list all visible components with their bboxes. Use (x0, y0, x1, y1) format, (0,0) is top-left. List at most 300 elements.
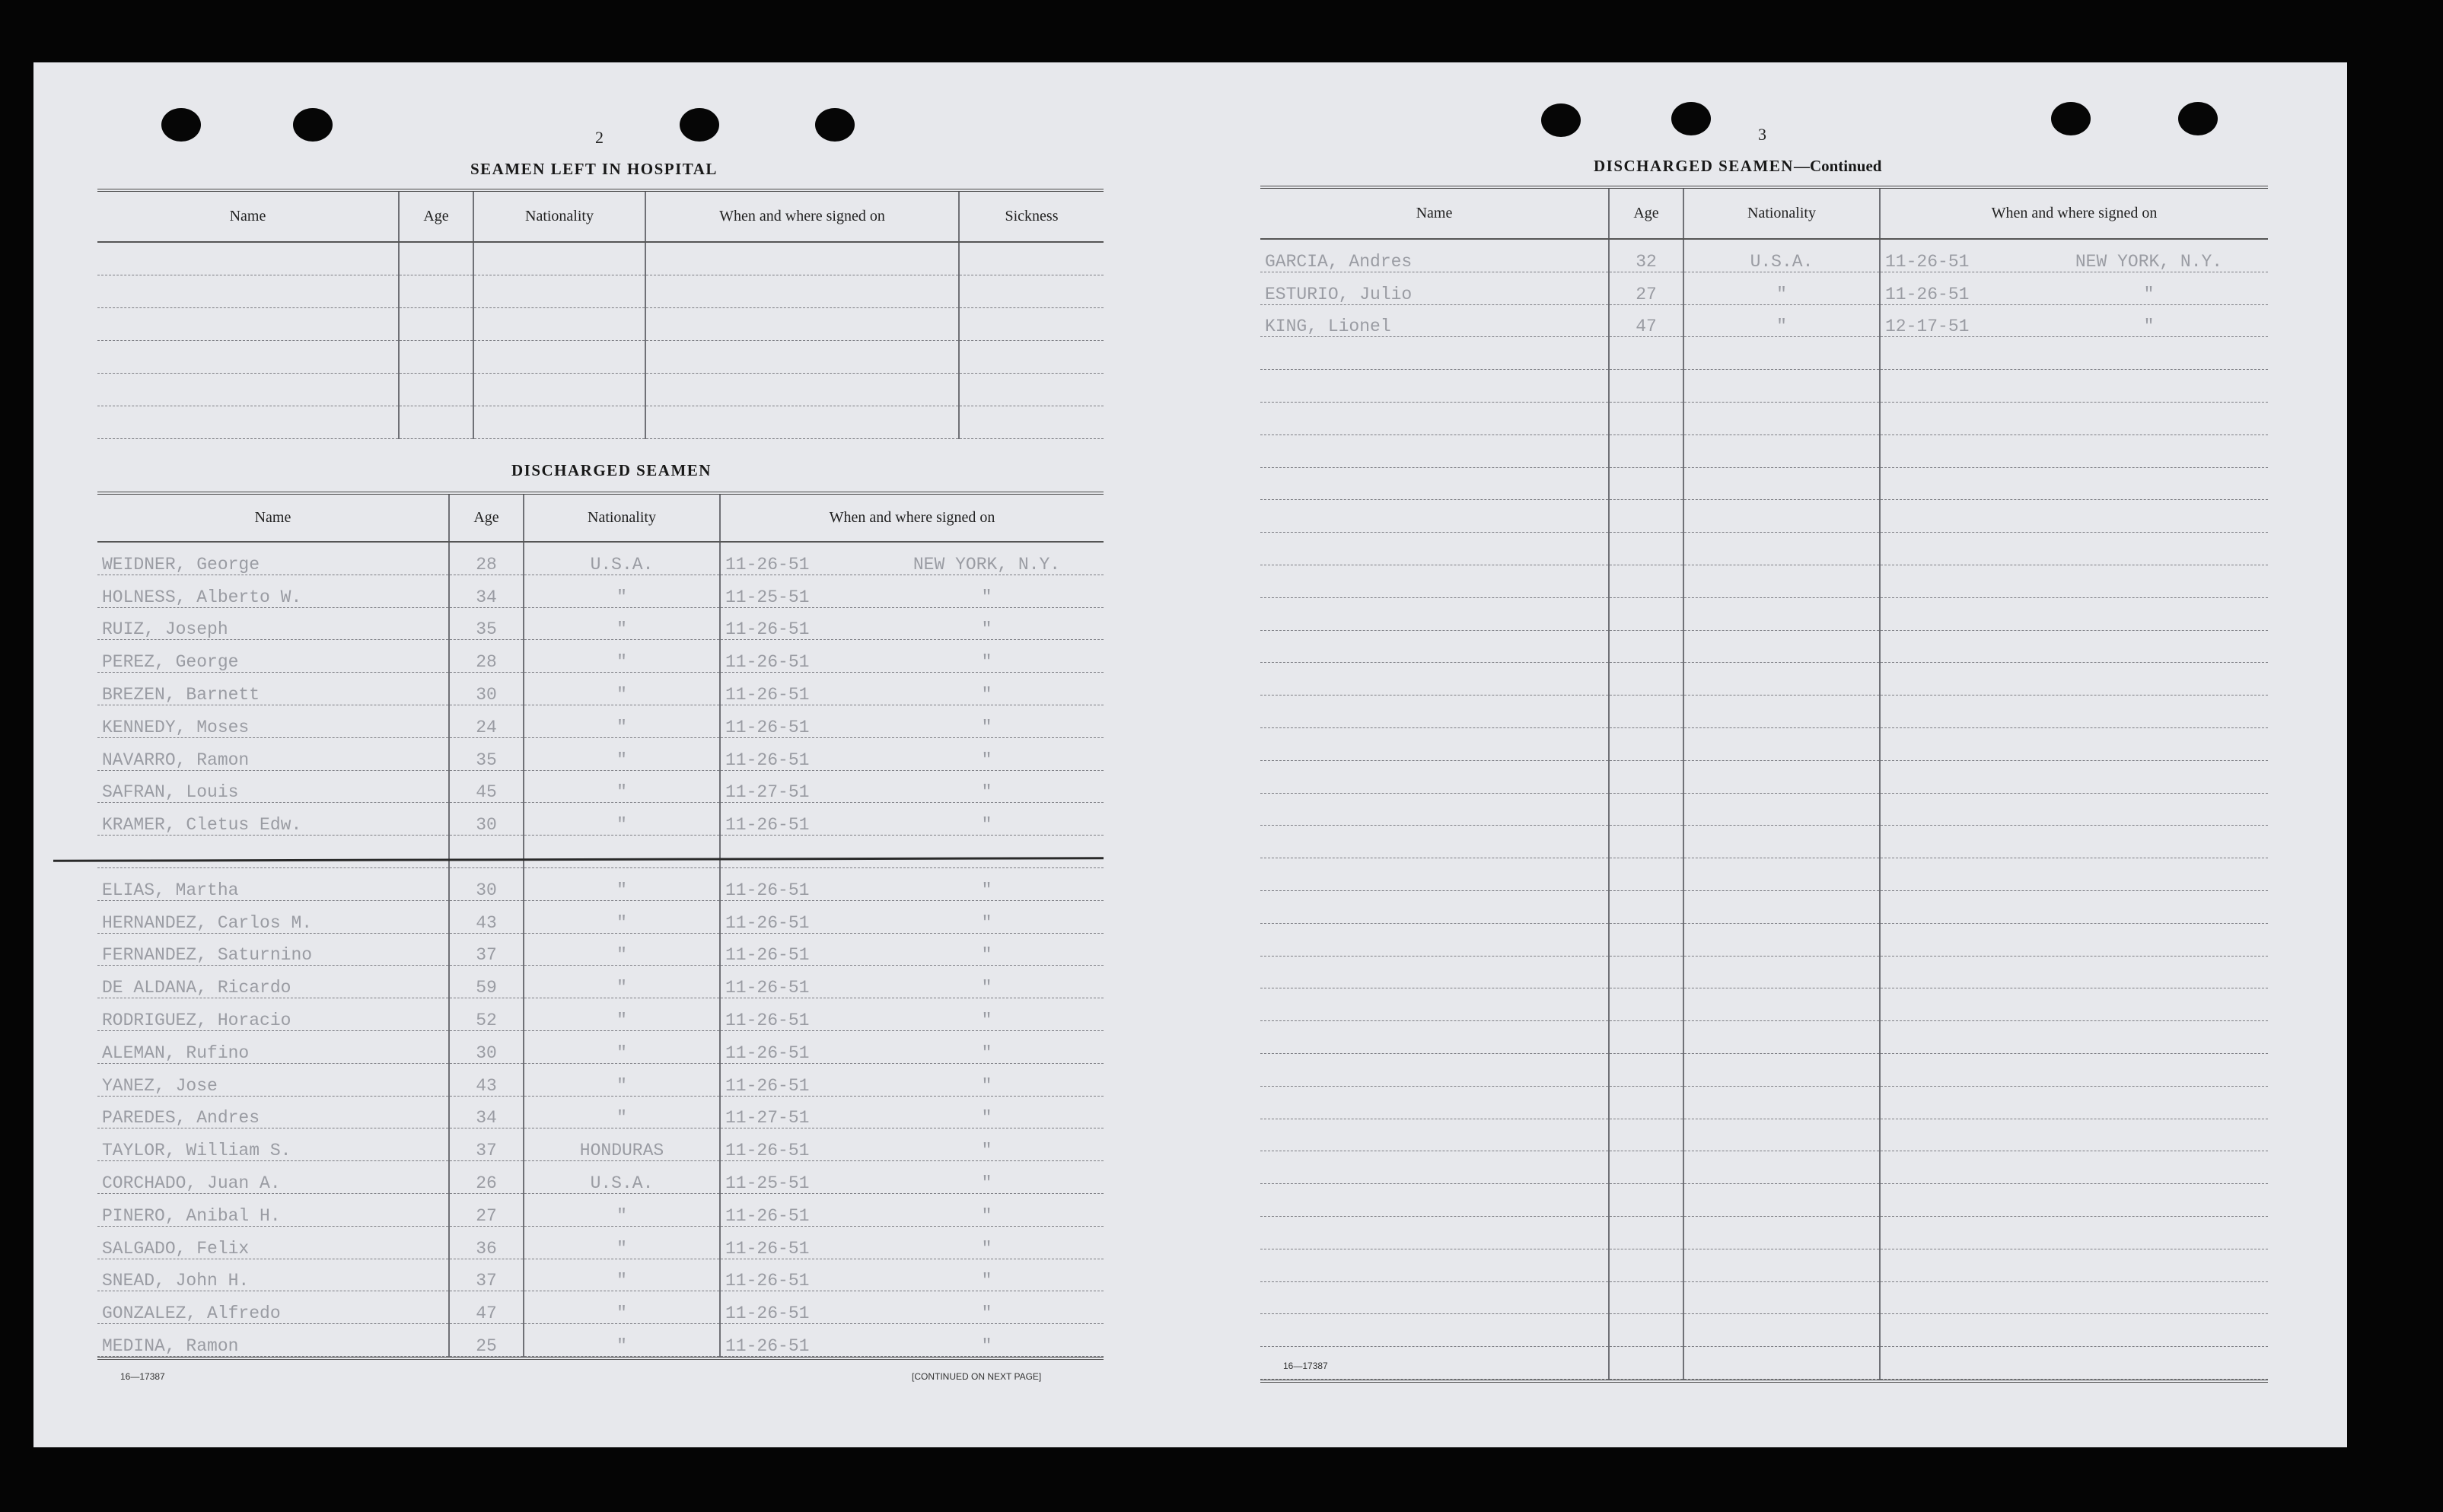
table-row (1260, 370, 2268, 403)
seaman-age: 24 (449, 705, 524, 737)
empty-cell (959, 242, 1104, 275)
empty-cell (1260, 435, 1609, 467)
signed-on-place: " (2143, 284, 2155, 304)
discharged-col-signed-on: When and where signed on (720, 495, 1104, 542)
seaman-nationality: " (524, 1259, 720, 1291)
empty-cell (1260, 500, 1609, 533)
table-row (1260, 1053, 2268, 1086)
table-row (97, 836, 1104, 868)
punch-hole (161, 108, 201, 142)
table-row (97, 1063, 1104, 1096)
table-row (97, 1226, 1104, 1259)
continued-col-signed-on: When and where signed on (1880, 189, 2268, 239)
signed-on-date: 11-26-51 (725, 1075, 810, 1096)
empty-cell (399, 308, 473, 341)
signed-on-date: 11-26-51 (725, 1010, 810, 1030)
table-row (1260, 1249, 2268, 1281)
empty-cell (1683, 500, 1880, 533)
seaman-age: 47 (1609, 304, 1683, 337)
seaman-signed-on (720, 1259, 1104, 1291)
seaman-age: 37 (449, 933, 524, 966)
signed-on-place: " (981, 978, 992, 998)
table-row (97, 770, 1104, 803)
seaman-signed-on (720, 1193, 1104, 1226)
seaman-nationality: " (524, 803, 720, 836)
seaman-name: PAREDES, Andres (97, 1096, 449, 1128)
empty-cell (1609, 727, 1683, 760)
empty-cell (1683, 630, 1880, 663)
signed-on-place: " (981, 1238, 992, 1259)
signed-on-place: " (981, 619, 992, 640)
empty-cell (1609, 435, 1683, 467)
empty-cell (1880, 533, 2268, 565)
hospital-col-sickness: Sickness (959, 192, 1104, 242)
seaman-nationality: " (524, 640, 720, 673)
empty-cell (1683, 663, 1880, 696)
empty-cell (1609, 1216, 1683, 1249)
discharged-col-age: Age (449, 495, 524, 542)
empty-cell (1609, 826, 1683, 858)
empty-cell (1609, 956, 1683, 988)
table-row (1260, 435, 2268, 467)
seaman-name: NAVARRO, Ramon (97, 737, 449, 770)
empty-cell (1260, 1021, 1609, 1054)
signed-on-date: 11-26-51 (725, 945, 810, 966)
table-row (1260, 1216, 2268, 1249)
signed-on-date: 11-26-51 (725, 1238, 810, 1259)
empty-cell (1683, 1184, 1880, 1217)
table-row (1260, 239, 2268, 272)
table-row (97, 1096, 1104, 1128)
empty-cell (1880, 760, 2268, 793)
empty-cell (1880, 826, 2268, 858)
empty-cell (1609, 1347, 1683, 1380)
empty-cell (645, 406, 959, 439)
seaman-name: ESTURIO, Julio (1260, 272, 1609, 304)
empty-cell (1260, 1119, 1609, 1151)
empty-cell (1609, 337, 1683, 370)
empty-cell (1609, 402, 1683, 435)
empty-cell (1609, 1086, 1683, 1119)
empty-cell (1880, 663, 2268, 696)
empty-cell (1880, 858, 2268, 891)
empty-cell (1609, 1151, 1683, 1184)
empty-cell (1609, 1249, 1683, 1281)
table-row (97, 1128, 1104, 1161)
seaman-age: 37 (449, 1259, 524, 1291)
seaman-nationality: " (524, 1226, 720, 1259)
empty-cell (1880, 370, 2268, 403)
signed-on-date: 11-26-51 (725, 652, 810, 673)
right-form-number: 16—17387 (1283, 1361, 1328, 1371)
empty-cell (1880, 337, 2268, 370)
signed-on-place: " (981, 717, 992, 737)
empty-cell (1609, 663, 1683, 696)
empty-cell (1609, 1119, 1683, 1151)
table-row (97, 737, 1104, 770)
signed-on-place: " (981, 1304, 992, 1324)
discharged-col-name: Name (97, 495, 449, 542)
seaman-nationality: " (524, 1193, 720, 1226)
empty-cell (1609, 533, 1683, 565)
empty-cell (1260, 826, 1609, 858)
signed-on-date: 11-26-51 (725, 978, 810, 998)
empty-cell (1683, 1053, 1880, 1086)
signed-on-place: " (981, 815, 992, 836)
signed-on-date: 11-26-51 (725, 880, 810, 900)
empty-cell (1260, 923, 1609, 956)
table-row (97, 607, 1104, 640)
empty-cell (1260, 988, 1609, 1021)
empty-cell (1683, 337, 1880, 370)
empty-cell (1683, 793, 1880, 826)
seaman-age: 28 (449, 542, 524, 575)
hospital-col-age: Age (399, 192, 473, 242)
seaman-name: PINERO, Anibal H. (97, 1193, 449, 1226)
empty-cell (1880, 923, 2268, 956)
table-row (97, 966, 1104, 998)
seaman-signed-on (720, 737, 1104, 770)
hospital-heading: SEAMEN LEFT IN HOSPITAL (470, 160, 718, 178)
empty-cell (473, 242, 645, 275)
empty-cell (473, 275, 645, 308)
empty-cell (97, 341, 399, 374)
table-row (1260, 1314, 2268, 1347)
table-row (97, 998, 1104, 1031)
empty-cell (399, 341, 473, 374)
empty-cell (1880, 1086, 2268, 1119)
empty-cell (1683, 597, 1880, 630)
seaman-name: SAFRAN, Louis (97, 770, 449, 803)
empty-cell (399, 406, 473, 439)
empty-cell (1260, 467, 1609, 500)
seaman-age: 43 (449, 1063, 524, 1096)
seaman-signed-on (720, 705, 1104, 737)
empty-cell (1260, 760, 1609, 793)
empty-cell (1880, 565, 2268, 597)
seaman-name: KING, Lionel (1260, 304, 1609, 337)
signed-on-date: 11-26-51 (725, 815, 810, 836)
signed-on-place: NEW YORK, N.Y. (913, 554, 1061, 575)
seaman-age: 35 (449, 737, 524, 770)
empty-cell (1683, 858, 1880, 891)
signed-on-place: " (981, 1010, 992, 1030)
table-row (97, 900, 1104, 933)
empty-cell (1609, 1314, 1683, 1347)
empty-cell (1260, 402, 1609, 435)
punch-hole (680, 108, 719, 142)
seaman-age: 30 (449, 867, 524, 900)
seaman-name: WEIDNER, George (97, 542, 449, 575)
empty-cell (1880, 1281, 2268, 1314)
table-row (1260, 467, 2268, 500)
seaman-name: GARCIA, Andres (1260, 239, 1609, 272)
table-row (1260, 1151, 2268, 1184)
seaman-signed-on (720, 640, 1104, 673)
continued-col-nationality: Nationality (1683, 189, 1880, 239)
table-row (97, 1291, 1104, 1324)
table-row (1260, 890, 2268, 923)
table-row (1260, 1021, 2268, 1054)
right-page-number: 3 (1758, 125, 1766, 144)
signed-on-date: 11-26-51 (1885, 251, 1970, 272)
empty-cell (1260, 597, 1609, 630)
punch-hole (1671, 102, 1711, 135)
seaman-age (449, 836, 524, 868)
signed-on-place: " (981, 1075, 992, 1096)
seaman-age: 36 (449, 1226, 524, 1259)
empty-cell (1260, 858, 1609, 891)
empty-cell (1880, 500, 2268, 533)
table-row (1260, 923, 2268, 956)
table-row (97, 867, 1104, 900)
seaman-nationality: HONDURAS (524, 1128, 720, 1161)
table-row (97, 1030, 1104, 1063)
empty-cell (1683, 1216, 1880, 1249)
seaman-name: ELIAS, Martha (97, 867, 449, 900)
discharged-continued-table (1260, 186, 2268, 1383)
signed-on-place: " (981, 945, 992, 966)
heading-suffix: —Continued (1793, 157, 1882, 175)
empty-cell (1880, 435, 2268, 467)
empty-cell (1609, 890, 1683, 923)
signed-on-place: " (981, 587, 992, 607)
seaman-signed-on (1880, 239, 2268, 272)
signed-on-date: 11-26-51 (725, 717, 810, 737)
signed-on-date: 11-26-51 (725, 750, 810, 770)
discharged-continued-heading (1594, 157, 1881, 176)
signed-on-place: " (981, 1173, 992, 1193)
seaman-name: KENNEDY, Moses (97, 705, 449, 737)
empty-cell (1260, 533, 1609, 565)
signed-on-place: " (981, 1042, 992, 1063)
seaman-signed-on (1880, 272, 2268, 304)
empty-cell (1880, 1216, 2268, 1249)
empty-cell (1260, 1281, 1609, 1314)
seaman-name: HOLNESS, Alberto W. (97, 575, 449, 607)
empty-cell (1880, 1053, 2268, 1086)
empty-cell (1609, 1053, 1683, 1086)
seaman-nationality: " (524, 933, 720, 966)
signed-on-date: 11-26-51 (725, 554, 810, 575)
empty-cell (1880, 1021, 2268, 1054)
table-row (1260, 1281, 2268, 1314)
seaman-nationality: U.S.A. (524, 1161, 720, 1194)
empty-cell (97, 242, 399, 275)
table-row (97, 1324, 1104, 1357)
empty-cell (1683, 402, 1880, 435)
table-row (1260, 826, 2268, 858)
seaman-nationality: " (524, 966, 720, 998)
seaman-signed-on (720, 1161, 1104, 1194)
table-row (1260, 630, 2268, 663)
empty-cell (645, 308, 959, 341)
seaman-nationality: U.S.A. (524, 542, 720, 575)
seaman-signed-on (720, 867, 1104, 900)
table-row (1260, 956, 2268, 988)
table-row (97, 308, 1104, 341)
signed-on-place: " (981, 1108, 992, 1128)
empty-cell (1260, 1216, 1609, 1249)
empty-cell (1260, 565, 1609, 597)
seaman-nationality: U.S.A. (1683, 239, 1880, 272)
seaman-signed-on (720, 933, 1104, 966)
seaman-name: TAYLOR, William S. (97, 1128, 449, 1161)
seaman-age: 27 (1609, 272, 1683, 304)
empty-cell (1609, 565, 1683, 597)
empty-cell (97, 308, 399, 341)
discharged-table (97, 492, 1104, 1360)
seaman-signed-on (720, 900, 1104, 933)
seaman-name: DE ALDANA, Ricardo (97, 966, 449, 998)
seaman-name (97, 836, 449, 868)
table-row (97, 1161, 1104, 1194)
seaman-nationality: " (524, 770, 720, 803)
seaman-age: 37 (449, 1128, 524, 1161)
empty-cell (959, 374, 1104, 406)
empty-cell (1880, 1119, 2268, 1151)
signed-on-place: " (981, 1205, 992, 1226)
hospital-col-signed-on: When and where signed on (645, 192, 959, 242)
signed-on-place: " (981, 912, 992, 933)
empty-cell (1609, 988, 1683, 1021)
empty-cell (1609, 923, 1683, 956)
signed-on-date: 11-26-51 (725, 1205, 810, 1226)
seaman-signed-on (720, 770, 1104, 803)
signed-on-place: " (981, 684, 992, 705)
empty-cell (1880, 956, 2268, 988)
seaman-nationality: " (524, 1063, 720, 1096)
empty-cell (1880, 630, 2268, 663)
empty-cell (1683, 533, 1880, 565)
table-row (1260, 727, 2268, 760)
empty-cell (473, 406, 645, 439)
table-row (1260, 272, 2268, 304)
table-row (97, 575, 1104, 607)
empty-cell (1880, 1151, 2268, 1184)
seaman-signed-on (720, 1063, 1104, 1096)
seaman-name: SNEAD, John H. (97, 1259, 449, 1291)
empty-cell (1609, 370, 1683, 403)
signed-on-date: 11-25-51 (725, 587, 810, 607)
seaman-signed-on (720, 836, 1104, 868)
empty-cell (1260, 663, 1609, 696)
signed-on-place: " (981, 1141, 992, 1161)
empty-cell (1683, 727, 1880, 760)
table-row (97, 374, 1104, 406)
signed-on-date: 11-26-51 (725, 1042, 810, 1063)
seaman-signed-on (720, 673, 1104, 705)
seaman-age: 35 (449, 607, 524, 640)
signed-on-place: " (981, 880, 992, 900)
empty-cell (1683, 760, 1880, 793)
empty-cell (473, 308, 645, 341)
discharged-heading: DISCHARGED SEAMEN (511, 461, 712, 479)
table-row (1260, 696, 2268, 728)
hospital-col-nationality: Nationality (473, 192, 645, 242)
table-row (1260, 988, 2268, 1021)
table-row (97, 406, 1104, 439)
seaman-nationality: " (1683, 304, 1880, 337)
empty-cell (1683, 467, 1880, 500)
punch-hole (1541, 103, 1581, 137)
signed-on-place: " (981, 652, 992, 673)
empty-cell (959, 275, 1104, 308)
signed-on-date: 11-27-51 (725, 1108, 810, 1128)
empty-cell (1609, 467, 1683, 500)
empty-cell (1880, 402, 2268, 435)
table-row (97, 542, 1104, 575)
empty-cell (399, 275, 473, 308)
seaman-age: 27 (449, 1193, 524, 1226)
seaman-name: RUIZ, Joseph (97, 607, 449, 640)
empty-cell (1260, 696, 1609, 728)
seaman-name: SALGADO, Felix (97, 1226, 449, 1259)
seaman-age: 59 (449, 966, 524, 998)
seaman-name: YANEZ, Jose (97, 1063, 449, 1096)
empty-cell (1609, 760, 1683, 793)
table-row (1260, 597, 2268, 630)
empty-cell (645, 341, 959, 374)
table-row (97, 275, 1104, 308)
seaman-signed-on (720, 998, 1104, 1031)
table-row (1260, 337, 2268, 370)
empty-cell (1609, 1184, 1683, 1217)
seaman-age: 26 (449, 1161, 524, 1194)
empty-cell (1260, 1249, 1609, 1281)
empty-cell (1260, 793, 1609, 826)
empty-cell (1880, 696, 2268, 728)
empty-cell (1880, 1347, 2268, 1380)
punch-hole (815, 108, 855, 142)
empty-cell (1683, 988, 1880, 1021)
signed-on-date: 11-25-51 (725, 1173, 810, 1193)
seaman-age: 43 (449, 900, 524, 933)
seaman-age: 25 (449, 1324, 524, 1357)
seaman-name: FERNANDEZ, Saturnino (97, 933, 449, 966)
seaman-signed-on (720, 1291, 1104, 1324)
empty-cell (1683, 1119, 1880, 1151)
empty-cell (1609, 597, 1683, 630)
signed-on-place: " (981, 1335, 992, 1356)
seaman-nationality: " (524, 867, 720, 900)
empty-cell (1683, 370, 1880, 403)
seaman-signed-on (720, 607, 1104, 640)
empty-cell (1683, 923, 1880, 956)
empty-cell (959, 341, 1104, 374)
continued-col-name: Name (1260, 189, 1609, 239)
signed-on-date: 11-26-51 (725, 912, 810, 933)
table-row (97, 705, 1104, 737)
empty-cell (473, 341, 645, 374)
table-row (97, 1259, 1104, 1291)
empty-cell (1683, 1314, 1880, 1347)
empty-cell (1260, 1314, 1609, 1347)
empty-cell (1683, 1086, 1880, 1119)
table-row (97, 640, 1104, 673)
seaman-age: 52 (449, 998, 524, 1031)
table-row (97, 341, 1104, 374)
empty-cell (1683, 1347, 1880, 1380)
empty-cell (1260, 370, 1609, 403)
empty-cell (1683, 696, 1880, 728)
seaman-age: 30 (449, 673, 524, 705)
empty-cell (1683, 565, 1880, 597)
empty-cell (1260, 1086, 1609, 1119)
punch-hole (2051, 102, 2091, 135)
seaman-nationality: " (524, 705, 720, 737)
table-row (1260, 402, 2268, 435)
